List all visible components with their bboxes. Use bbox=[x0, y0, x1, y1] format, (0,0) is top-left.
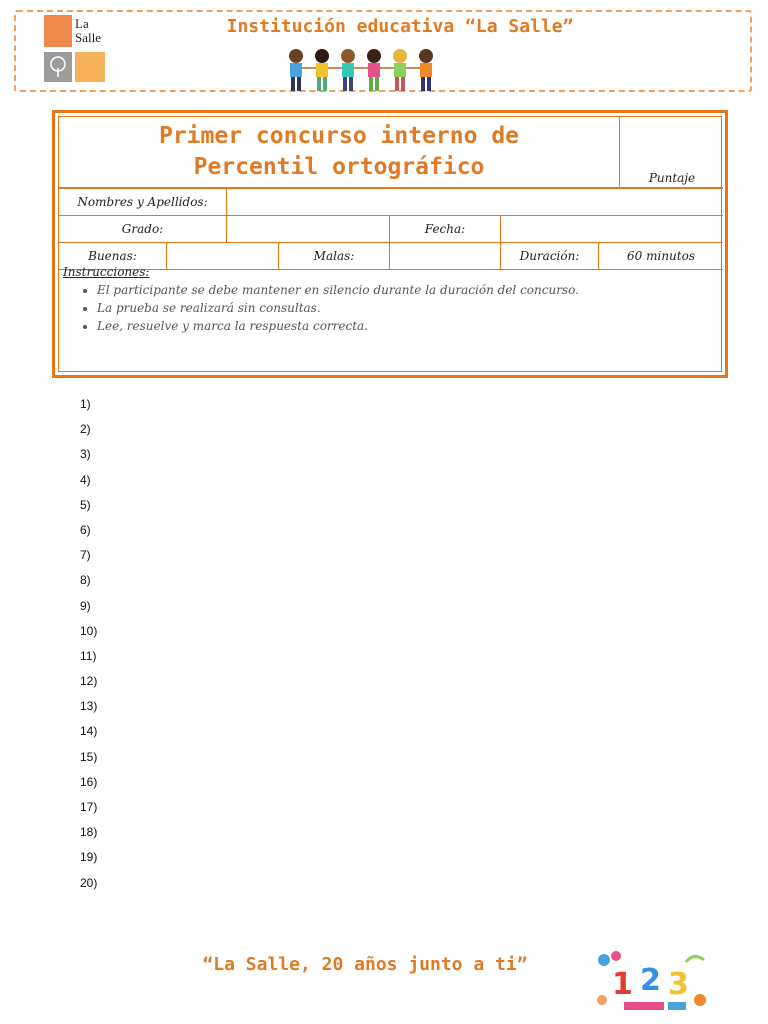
svg-text:2: 2 bbox=[640, 963, 661, 998]
question-number: 5) bbox=[80, 497, 91, 512]
names-row bbox=[59, 189, 723, 216]
instructions-list bbox=[63, 283, 713, 333]
instruction-item: • El participante se debe mantener en silencio durante la duración del concurso. bbox=[97, 283, 713, 297]
names-field[interactable] bbox=[227, 189, 723, 215]
instruction-item: • La prueba se realizará sin consultas. bbox=[97, 301, 713, 315]
date-label: Fecha: bbox=[390, 216, 501, 242]
question-number: 1) bbox=[80, 397, 91, 411]
question-number: 14) bbox=[80, 724, 98, 739]
question-number: 9) bbox=[80, 598, 91, 613]
footer-motto: “La Salle, 20 años junto a ti” bbox=[202, 954, 528, 975]
grade-field[interactable] bbox=[227, 216, 390, 242]
question-number: 10) bbox=[80, 623, 98, 638]
instruction-item: • Lee, resuelve y marca la respuesta correcta. bbox=[97, 319, 713, 333]
question-number: 13) bbox=[80, 699, 98, 714]
duration-value: 60 minutos bbox=[627, 249, 695, 263]
grade-date-row bbox=[59, 216, 723, 243]
score-cell[interactable] bbox=[619, 117, 724, 187]
instructions-title: Instrucciones: bbox=[63, 265, 150, 279]
form-title-line1: Primer concurso interno de bbox=[158, 123, 520, 149]
question-list bbox=[80, 395, 97, 899]
question-number: 8) bbox=[80, 573, 91, 588]
form-inner bbox=[58, 116, 722, 372]
wrong-label: Malas: bbox=[279, 243, 390, 269]
correct-label: Buenas: bbox=[59, 243, 167, 269]
question-number: 19) bbox=[80, 850, 98, 865]
question-number: 20) bbox=[80, 875, 98, 890]
question-number: 15) bbox=[80, 749, 98, 764]
question-number: 6) bbox=[80, 522, 91, 537]
la-salle-logo bbox=[44, 15, 106, 85]
svg-text:1: 1 bbox=[612, 967, 633, 1002]
form-title-line2: Percentil ortográfico bbox=[193, 154, 485, 180]
question-number: 7) bbox=[80, 548, 91, 563]
contest-form bbox=[52, 110, 728, 378]
question-number: 18) bbox=[80, 825, 98, 840]
question-number: 17) bbox=[80, 800, 98, 814]
instructions bbox=[63, 265, 713, 337]
tree-icon bbox=[44, 52, 72, 82]
form-title-row bbox=[59, 117, 723, 189]
duration-label: Duración: bbox=[501, 243, 599, 269]
grade-label: Grado: bbox=[59, 216, 227, 242]
question-number: 3) bbox=[80, 447, 91, 462]
form-title bbox=[59, 121, 619, 183]
question-number: 4) bbox=[80, 472, 91, 487]
question-number: 11) bbox=[80, 648, 97, 663]
numbers-illustration-icon bbox=[594, 948, 714, 1014]
question-number: 12) bbox=[80, 674, 98, 689]
names-label: Nombres y Apellidos: bbox=[59, 189, 227, 215]
svg-text:3: 3 bbox=[668, 967, 689, 1002]
date-field[interactable] bbox=[501, 216, 723, 242]
question-number: 2) bbox=[80, 422, 91, 437]
institution-title: Institución educativa “La Salle” bbox=[226, 16, 574, 37]
logo-text: La Salle bbox=[75, 16, 101, 45]
logo-orange-square bbox=[44, 15, 72, 47]
score-label: Puntaje bbox=[648, 171, 696, 185]
children-illustration-icon bbox=[282, 46, 446, 94]
logo-yellow-square bbox=[75, 52, 105, 82]
question-number: 16) bbox=[80, 774, 98, 789]
logo-tree-square bbox=[44, 52, 72, 82]
